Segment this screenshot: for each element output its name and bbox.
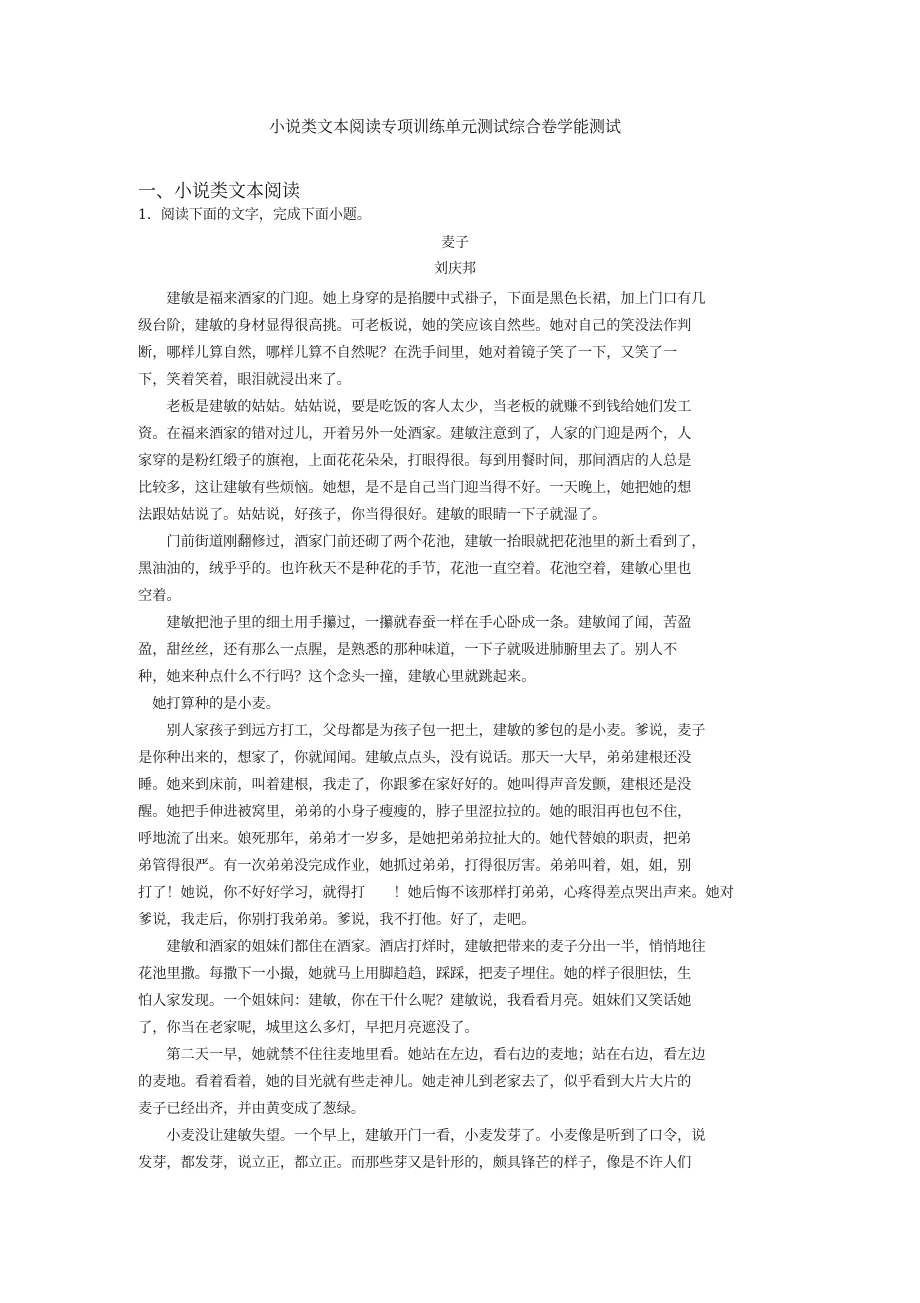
paragraph-line: 麦子已经出齐，并由黄变成了葱绿。 [138,1101,366,1117]
paragraph-line: 是你种出来的，想家了，你就闻闻。建敏点点头，没有说话。那天一大早，弟弟建根还没 [138,750,692,766]
paragraph-line: 爹说，我走后，你别打我弟弟。爹说，我不打他。好了，走吧。 [138,912,536,928]
section-heading: 一、小说类文本阅读 [138,181,300,202]
story-paragraph [138,1042,748,1123]
paragraph-line: 睡。她来到床前，叫着建根，我走了，你跟爹在家好好的。她叫得声音发颤，建根还是没 [138,777,692,793]
story-paragraph [138,286,748,394]
paragraph-line: 老板是建敏的姑姑。姑姑说，要是吃饭的客人太少，当老板的就赚不到钱给她们发工 [138,399,692,415]
paragraph-line: 断，哪样儿算自然，哪样儿算不自然呢？在洗手间里，她对着镜子笑了一下，又笑了一 [138,345,678,361]
paragraph-line: 的麦地。看着看着，她的目光就有些走神儿。她走神儿到老家去了，似乎看到大片大片的 [138,1074,692,1090]
story-paragraph [138,934,748,1042]
story-paragraph [138,691,748,718]
paragraph-line: 盈，甜丝丝，还有那么一点腥，是熟悉的那种味道，一下子就吸进肺腑里去了。别人不 [138,642,678,658]
story-paragraph [138,718,748,934]
paragraph-line: 醒。她把手伸进被窝里，弟弟的小身子瘦瘦的，脖子里涩拉拉的。她的眼泪再也包不住， [138,804,692,820]
paragraph-line: 第二天一早，她就禁不住往麦地里看。她站在左边，看右边的麦地；站在右边，看左边 [138,1047,706,1063]
paragraph-line: 法跟姑姑说了。姑姑说，好孩子，你当得很好。建敏的眼睛一下子就湿了。 [138,507,607,523]
story-paragraph [138,610,748,691]
paragraph-line: 小麦没让建敏失望。一个早上，建敏开门一看，小麦发芽了。小麦像是听到了口令，说 [138,1128,706,1144]
paragraph-line: 种，她来种点什么不行吗？这个念头一撞，建敏心里就跳起来。 [138,669,536,685]
paragraph-line: 下，笑着笑着，眼泪就浸出来了。 [138,372,351,388]
paragraph-line: 建敏是福来酒家的门迎。她上身穿的是掐腰中式褂子，下面是黑色长裙，加上门口有几 [138,291,706,307]
question-prompt: 1．阅读下面的文字，完成下面小题。 [138,207,371,223]
story-paragraph [138,529,748,610]
paragraph-line: 建敏把池子里的细土用手攥过，一攥就春蚕一样在手心卧成一条。建敏闻了闻，苦盈 [138,615,692,631]
paragraph-line: 别人家孩子到远方打工，父母都是为孩子包一把土，建敏的爹包的是小麦。爹说，麦子 [138,723,706,739]
paragraph-line: 发芽，都发芽，说立正，都立正。而那些芽又是针形的，颇具锋芒的样子，像是不许人们 [138,1155,692,1171]
document-title: 小说类文本阅读专项训练单元测试综合卷学能测试 [268,117,621,136]
paragraph-line: 门前街道刚翻修过，酒家门前还砌了两个花池，建敏一抬眼就把花池里的新土看到了， [138,534,706,550]
paragraph-line: 空着。 [138,588,181,604]
paragraph-line: 比较多，这让建敏有些烦恼。她想，是不是自己当门迎当得不好。一天晚上，她把她的想 [138,480,692,496]
story-paragraph [138,1123,748,1177]
paragraph-line: 弟管得很严。有一次弟弟没完成作业，她抓过弟弟，打得很厉害。弟弟叫着，姐，姐，别 [138,858,692,874]
paragraph-line: 呼地流了出来。娘死那年，弟弟才一岁多，是她把弟弟拉扯大的。她代替娘的职责，把弟 [138,831,692,847]
paragraph-line: 级台阶，建敏的身材显得很高挑。可老板说，她的笑应该自然些。她对自己的笑没法作判 [138,318,692,334]
paragraph-line: 花池里撒。每撒下一小撮，她就马上用脚趋趋，踩踩，把麦子埋住。她的样子很胆怯，生 [138,966,692,982]
paragraph-line: 家穿的是粉红缎子的旗袍，上面花花朵朵，打眼得很。每到用餐时间，那间酒店的人总是 [138,453,692,469]
paragraph-line: 建敏和酒家的姐妹们都住在酒家。酒店打烊时，建敏把带来的麦子分出一半，悄悄地往 [138,939,706,955]
paragraph-line: 了，你当在老家呢，城里这么多灯，早把月亮遮没了。 [138,1020,479,1036]
story-paragraph [138,394,748,529]
paragraph-line: 打了！她说，你不好好学习，就得打 ！她后悔不该那样打弟弟，心疼得差点哭出声来。她对 [138,885,734,901]
paragraph-line: 资。在福来酒家的错对过儿，开着另外一处酒家。建敏注意到了，人家的门迎是两个，人 [138,426,692,442]
paragraph-line: 黑油油的，绒乎乎的。也许秋天不是种花的手节，花池一直空着。花池空着，建敏心里也 [138,561,692,577]
story-author: 刘庆邦 [434,261,476,277]
story-title: 麦子 [441,235,469,251]
paragraph-line: 怕人家发现。一个姐妹问：建敏，你在干什么呢？建敏说，我看看月亮。姐妹们又笑话她 [138,993,692,1009]
story-body [138,286,748,1177]
paragraph-line: 她打算种的是小麦。 [138,696,280,712]
